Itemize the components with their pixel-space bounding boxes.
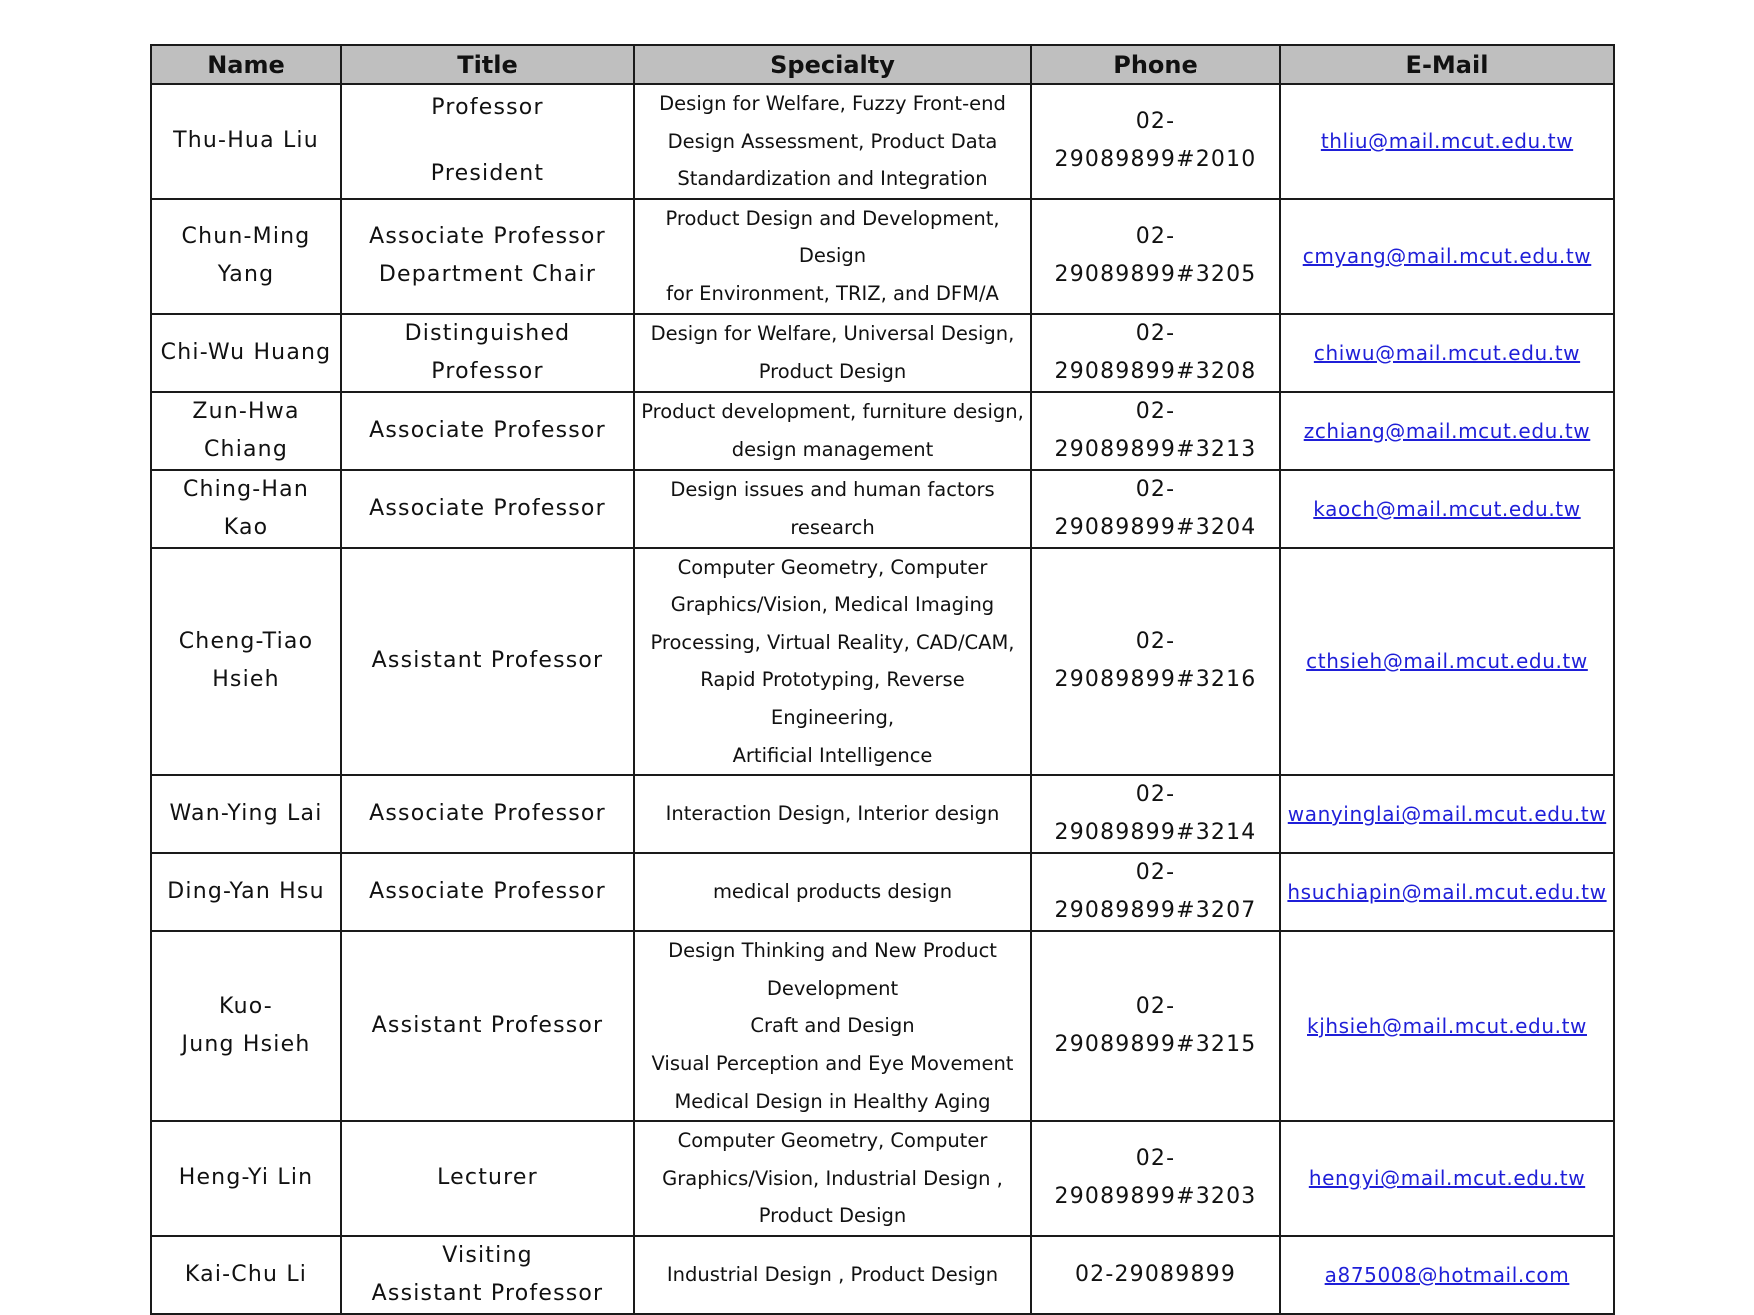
table-header-row xyxy=(151,45,1614,84)
faculty-title-line: Assistant Professor xyxy=(371,1280,604,1306)
faculty-name xyxy=(151,84,341,199)
faculty-specialty xyxy=(634,1236,1031,1314)
faculty-phone: 02-29089899#3214 xyxy=(1031,775,1280,853)
faculty-title xyxy=(341,775,634,853)
faculty-specialty-line: Artificial Intelligence xyxy=(732,743,933,767)
faculty-title-line: Visiting xyxy=(442,1242,533,1268)
faculty-name-line: Chiang xyxy=(203,436,288,462)
faculty-email-cell xyxy=(1280,392,1614,470)
faculty-phone: 02-29089899#3213 xyxy=(1031,392,1280,470)
faculty-specialty-line: Standardization and Integration xyxy=(677,167,988,191)
email-link[interactable]: a875008@hotmail.com xyxy=(1324,1262,1570,1287)
faculty-phone: 02-29089899#2010 xyxy=(1031,84,1280,199)
email-link[interactable]: kjhsieh@mail.mcut.edu.tw xyxy=(1307,1014,1587,1039)
table-row xyxy=(151,548,1614,776)
faculty-title-line: Associate Professor xyxy=(369,495,606,521)
faculty-title xyxy=(341,392,634,470)
faculty-specialty-line: for Environment, TRIZ, and DFM/A xyxy=(666,281,999,305)
faculty-title-line: Department Chair xyxy=(378,262,597,288)
table-row xyxy=(151,775,1614,853)
faculty-specialty-line: Visual Perception and Eye Movement xyxy=(651,1051,1014,1075)
faculty-phone: 02-29089899 xyxy=(1031,1236,1280,1314)
faculty-specialty-line: Graphics/Vision, Medical Imaging xyxy=(670,593,995,617)
table-row xyxy=(151,1236,1614,1314)
faculty-title xyxy=(341,470,634,548)
faculty-name-line: Kao xyxy=(223,514,269,540)
faculty-specialty-line: Rapid Prototyping, Reverse Engineering, xyxy=(700,668,965,729)
faculty-specialty-line: medical products design xyxy=(712,880,953,904)
faculty-name xyxy=(151,548,341,776)
faculty-name-line: Kuo- xyxy=(219,994,273,1020)
faculty-title-line: Associate Professor xyxy=(369,417,606,443)
faculty-email-cell xyxy=(1280,84,1614,199)
table-row xyxy=(151,84,1614,199)
faculty-email-cell xyxy=(1280,1236,1614,1314)
faculty-specialty xyxy=(634,1121,1031,1236)
header-title: Title xyxy=(341,45,634,84)
faculty-specialty xyxy=(634,470,1031,548)
header-specialty: Specialty xyxy=(634,45,1031,84)
faculty-specialty-line: Design for Welfare, Fuzzy Front-end xyxy=(659,92,1006,115)
faculty-name-line: Yang xyxy=(217,262,275,288)
faculty-title xyxy=(341,931,634,1121)
faculty-title-line: Associate Professor xyxy=(369,224,606,250)
faculty-title xyxy=(341,1236,634,1314)
faculty-specialty xyxy=(634,199,1031,314)
faculty-name-line: Heng-Yi Lin xyxy=(178,1165,314,1191)
faculty-specialty xyxy=(634,775,1031,853)
faculty-name xyxy=(151,1121,341,1236)
email-link[interactable]: zchiang@mail.mcut.edu.tw xyxy=(1303,418,1591,443)
header-email: E-Mail xyxy=(1280,45,1614,84)
faculty-specialty-line: Product Design xyxy=(758,359,907,383)
faculty-title-line: Assistant Professor xyxy=(371,1013,604,1039)
email-link[interactable]: kaoch@mail.mcut.edu.tw xyxy=(1313,496,1581,521)
faculty-specialty-line: Design Assessment, Product Data xyxy=(667,129,998,153)
faculty-specialty xyxy=(634,392,1031,470)
table-row xyxy=(151,314,1614,392)
faculty-name xyxy=(151,199,341,314)
faculty-specialty-line: Design issues and human factors research xyxy=(670,477,995,539)
faculty-specialty-line: Product Design xyxy=(758,1204,907,1228)
faculty-email-cell xyxy=(1280,931,1614,1121)
faculty-name-line: Wan-Ying Lai xyxy=(169,801,323,827)
faculty-specialty-line: Design Thinking and New Product xyxy=(668,939,997,963)
faculty-specialty-line: Industrial Design , Product Design xyxy=(666,1263,999,1287)
faculty-name-line: Hsieh xyxy=(212,667,280,693)
faculty-email-cell xyxy=(1280,853,1614,931)
faculty-specialty-line: Interaction Design, Interior design xyxy=(665,802,1000,826)
faculty-title-line: Professor xyxy=(431,95,544,121)
faculty-title-line: Distinguished Professor xyxy=(404,320,571,384)
faculty-specialty-line: Computer Geometry, Computer xyxy=(677,1129,988,1153)
faculty-specialty-line: Product Design and Development, Design xyxy=(665,206,1000,268)
faculty-title xyxy=(341,199,634,314)
email-link[interactable]: cmyang@mail.mcut.edu.tw xyxy=(1302,244,1592,269)
email-link[interactable]: chiwu@mail.mcut.edu.tw xyxy=(1313,340,1581,365)
faculty-name-line: Cheng-Tiao xyxy=(178,629,314,655)
table-row xyxy=(151,392,1614,470)
table-row xyxy=(151,470,1614,548)
faculty-title-line: Lecturer xyxy=(437,1165,538,1191)
email-link[interactable]: hengyi@mail.mcut.edu.tw xyxy=(1308,1166,1586,1191)
faculty-name-line: Chi-Wu Huang xyxy=(160,339,332,365)
faculty-specialty xyxy=(634,314,1031,392)
faculty-table xyxy=(150,44,1615,1315)
faculty-email-cell xyxy=(1280,775,1614,853)
faculty-name-line: Ding-Yan Hsu xyxy=(167,879,325,905)
email-link[interactable]: wanyinglai@mail.mcut.edu.tw xyxy=(1287,802,1607,827)
faculty-phone: 02-29089899#3204 xyxy=(1031,470,1280,548)
faculty-phone: 02-29089899#3216 xyxy=(1031,548,1280,776)
faculty-specialty-line: Graphics/Vision, Industrial Design , xyxy=(662,1166,1003,1190)
table-row xyxy=(151,853,1614,931)
faculty-specialty xyxy=(634,853,1031,931)
faculty-name xyxy=(151,1236,341,1314)
faculty-phone: 02-29089899#3208 xyxy=(1031,314,1280,392)
faculty-name-line: Zun-Hwa xyxy=(192,398,300,424)
faculty-specialty-line: Design for Welfare, Universal Design, xyxy=(650,321,1015,345)
faculty-specialty xyxy=(634,548,1031,776)
faculty-title xyxy=(341,84,634,199)
email-link[interactable]: hsuchiapin@mail.mcut.edu.tw xyxy=(1287,880,1607,905)
line-spacer xyxy=(348,127,627,155)
faculty-name xyxy=(151,392,341,470)
faculty-title xyxy=(341,548,634,776)
faculty-phone: 02-29089899#3215 xyxy=(1031,931,1280,1121)
faculty-title xyxy=(341,853,634,931)
faculty-specialty-line: design management xyxy=(731,437,934,461)
faculty-specialty xyxy=(634,84,1031,199)
faculty-specialty-line: Craft and Design xyxy=(750,1014,915,1038)
faculty-name xyxy=(151,470,341,548)
email-link[interactable]: cthsieh@mail.mcut.edu.tw xyxy=(1306,649,1588,674)
faculty-email-cell xyxy=(1280,548,1614,776)
faculty-name-line: Ching-Han xyxy=(182,476,310,502)
faculty-specialty xyxy=(634,931,1031,1121)
faculty-specialty-line: Medical Design in Healthy Aging xyxy=(674,1089,991,1113)
header-name: Name xyxy=(151,45,341,84)
table-row xyxy=(151,1121,1614,1236)
table-row xyxy=(151,199,1614,314)
email-link[interactable]: thliu@mail.mcut.edu.tw xyxy=(1320,129,1574,154)
faculty-email-cell xyxy=(1280,470,1614,548)
faculty-name-line: Chun-Ming xyxy=(181,224,311,250)
faculty-phone: 02-29089899#3203 xyxy=(1031,1121,1280,1236)
faculty-name xyxy=(151,775,341,853)
faculty-name xyxy=(151,853,341,931)
faculty-email-cell xyxy=(1280,1121,1614,1236)
faculty-title xyxy=(341,314,634,392)
faculty-title-line: Associate Professor xyxy=(369,879,606,905)
faculty-title-line: President xyxy=(430,161,545,187)
faculty-name xyxy=(151,931,341,1121)
faculty-specialty-line: Development xyxy=(766,976,899,1000)
faculty-name-line: Kai-Chu Li xyxy=(184,1261,308,1287)
faculty-phone: 02-29089899#3207 xyxy=(1031,853,1280,931)
faculty-title xyxy=(341,1121,634,1236)
faculty-email-cell xyxy=(1280,199,1614,314)
faculty-title-line: Associate Professor xyxy=(369,801,606,827)
faculty-specialty-line: Computer Geometry, Computer xyxy=(677,555,988,579)
faculty-email-cell xyxy=(1280,314,1614,392)
faculty-title-line: Assistant Professor xyxy=(371,648,604,674)
table-row xyxy=(151,931,1614,1121)
faculty-name-line: Thu-Hua Liu xyxy=(173,128,319,154)
faculty-name-line: Jung Hsieh xyxy=(181,1032,311,1058)
faculty-name xyxy=(151,314,341,392)
faculty-specialty-line: Product development, furniture design, xyxy=(641,399,1024,423)
table-body xyxy=(151,84,1614,1314)
header-phone: Phone xyxy=(1031,45,1280,84)
faculty-specialty-line: Processing, Virtual Reality, CAD/CAM, xyxy=(650,630,1015,654)
faculty-phone: 02-29089899#3205 xyxy=(1031,199,1280,314)
